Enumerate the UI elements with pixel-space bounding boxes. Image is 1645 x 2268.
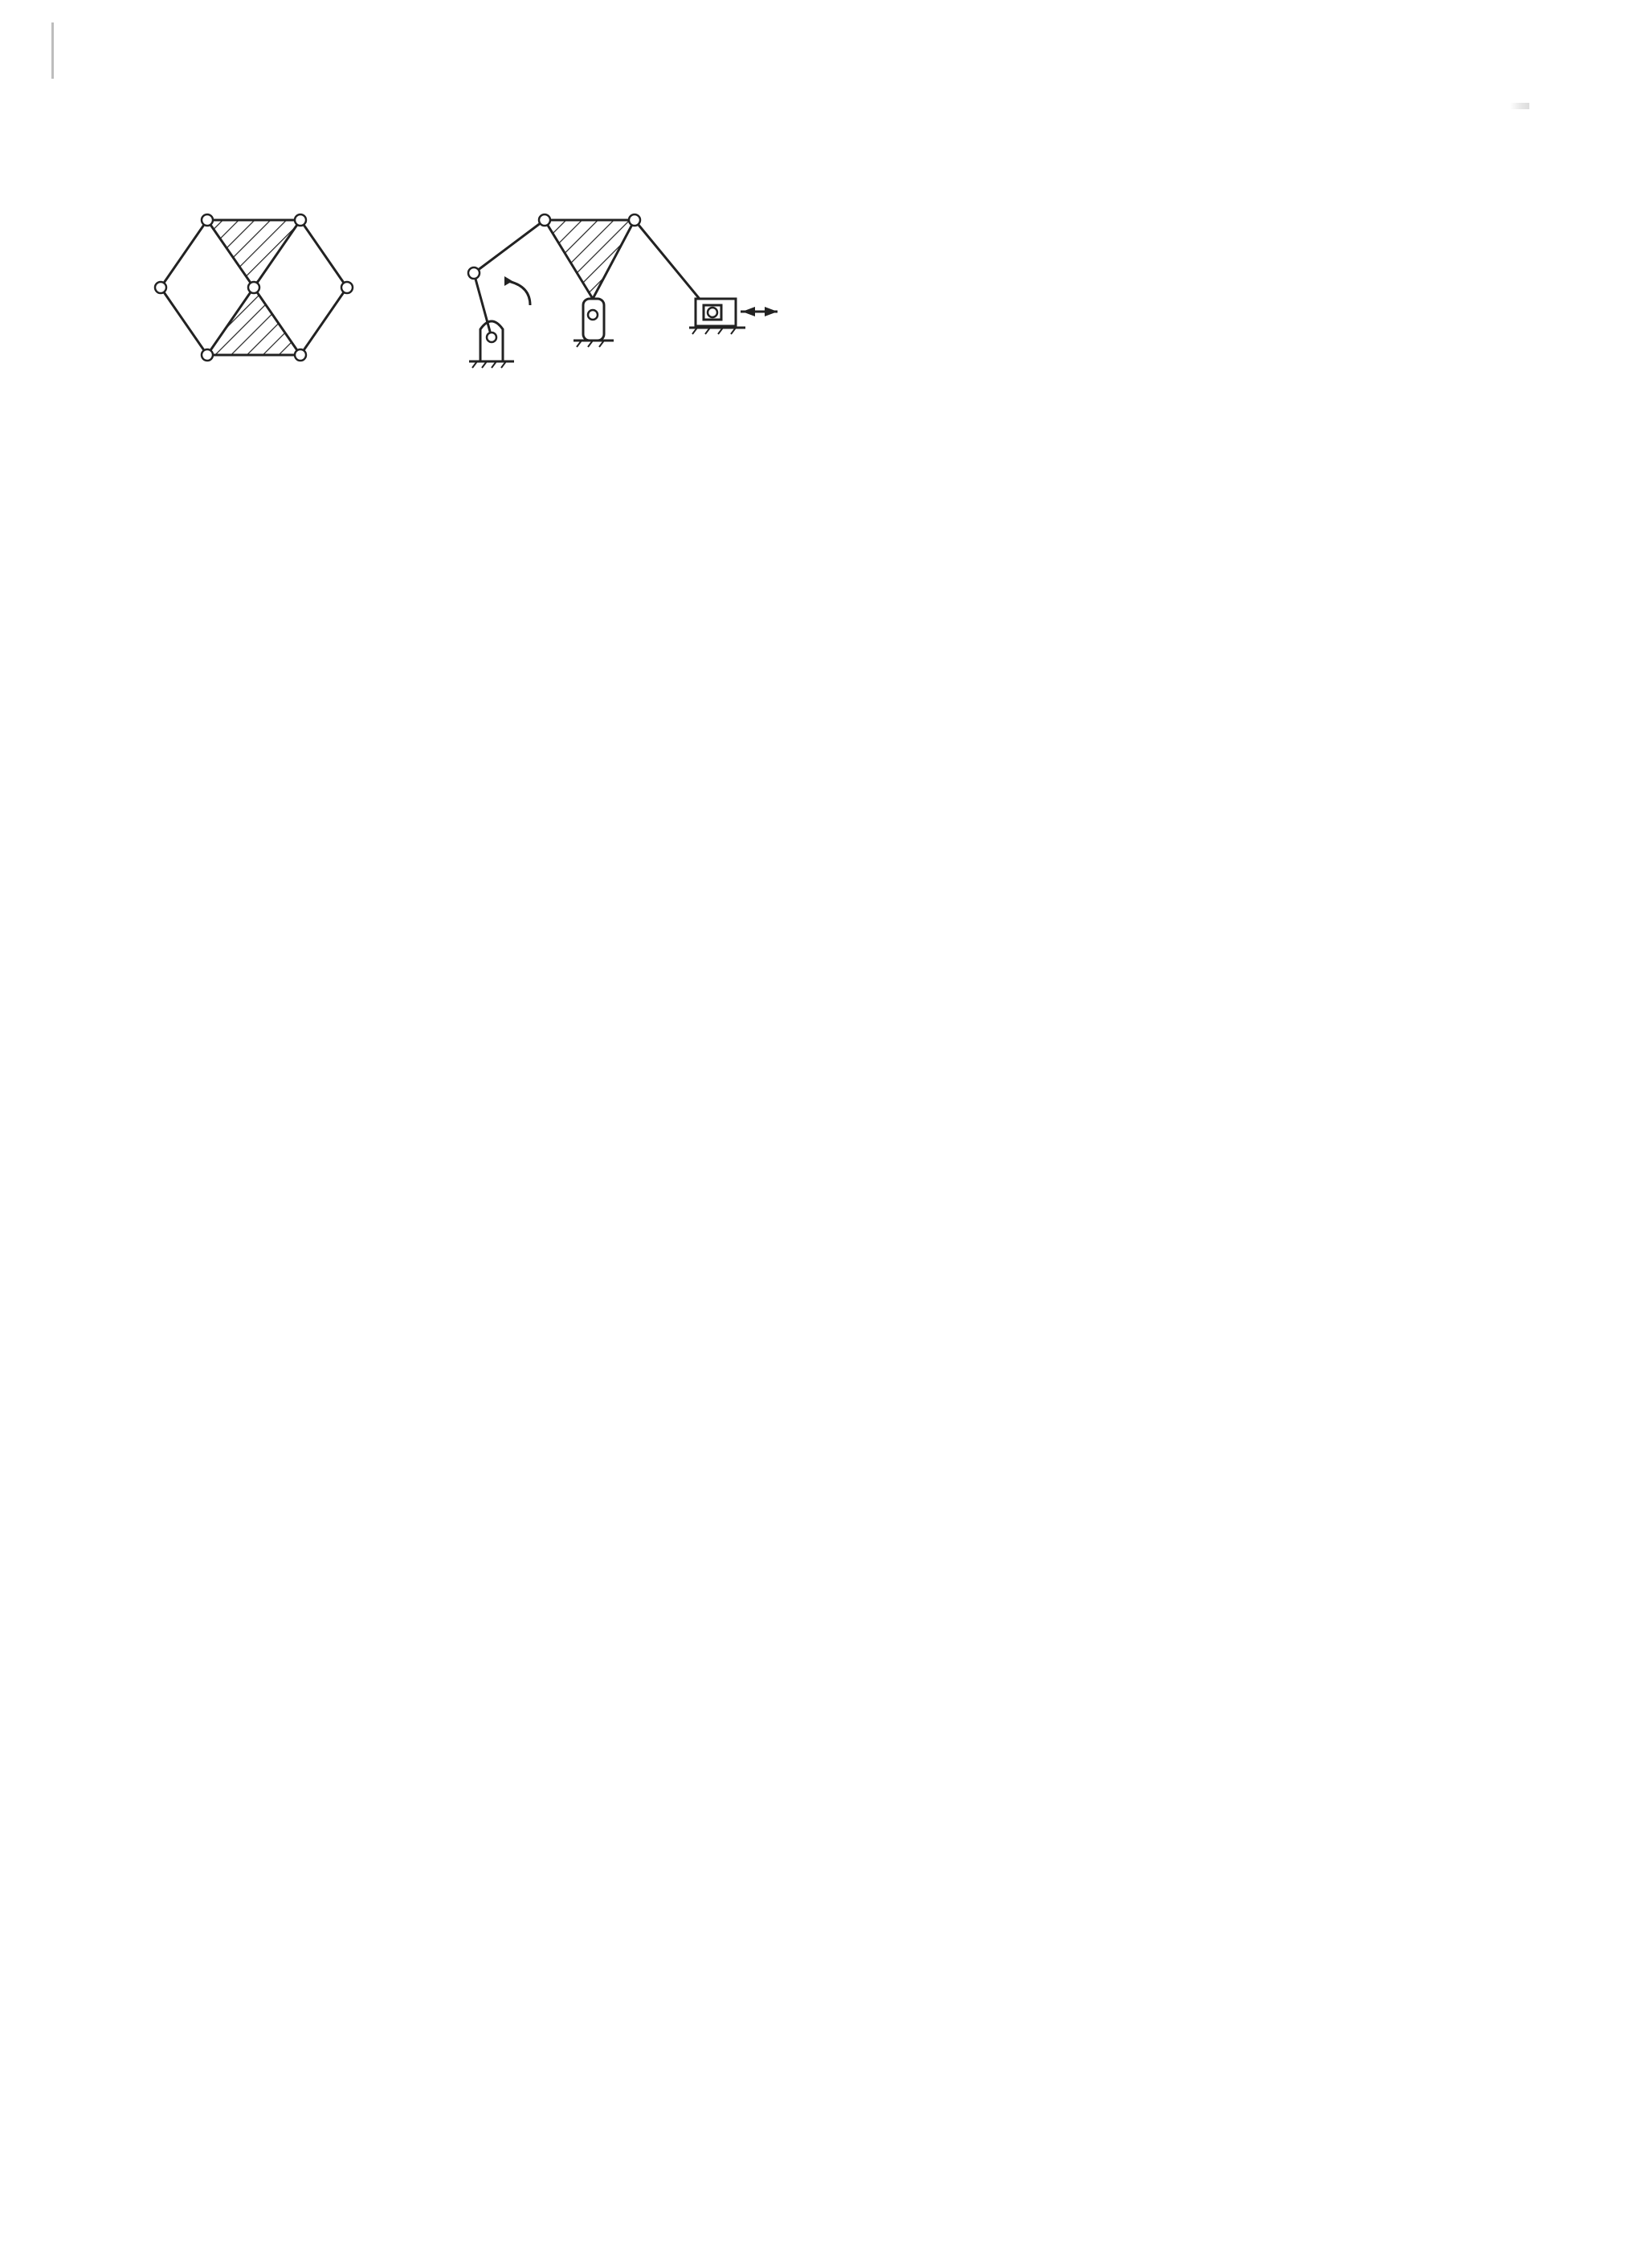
slider-crank-diagram (440, 186, 810, 443)
page-number (1510, 103, 1529, 109)
figure-1-30a (145, 186, 386, 443)
watts-chain-diagram (145, 186, 386, 443)
figure-1-30b (440, 186, 810, 443)
page-margin-mark (51, 22, 54, 79)
